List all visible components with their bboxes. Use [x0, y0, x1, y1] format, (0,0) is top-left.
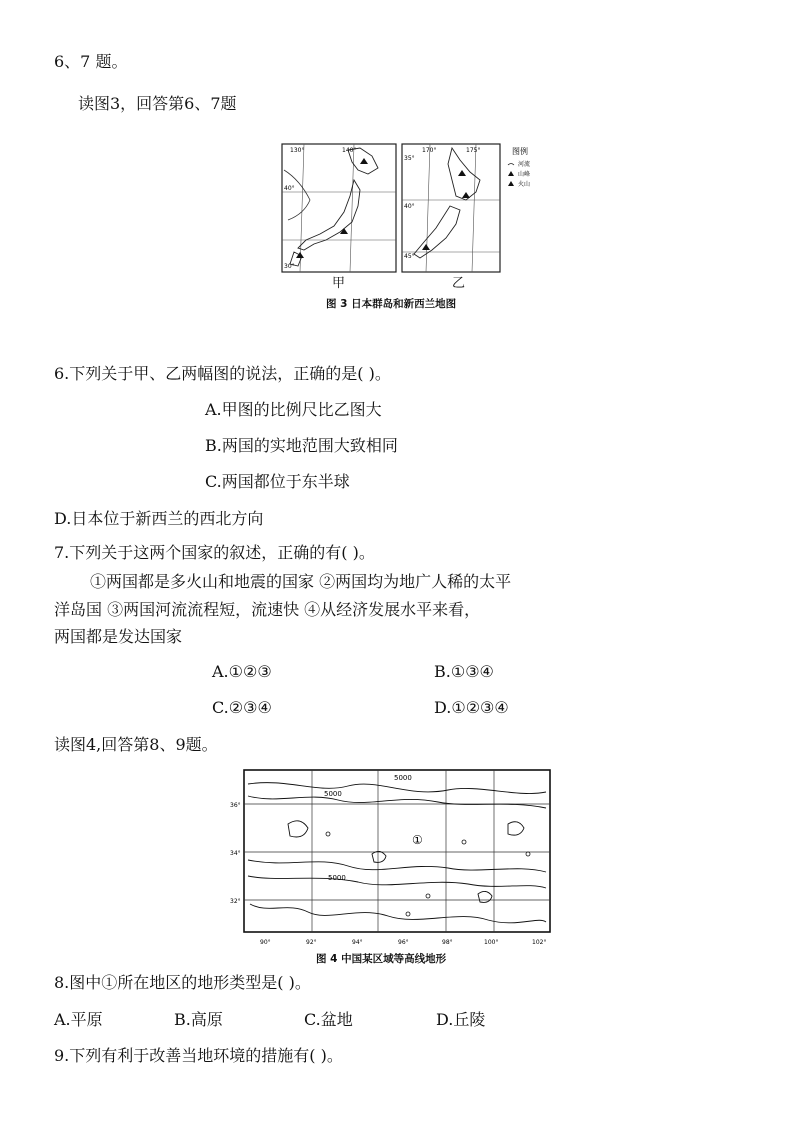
q7-option-a: A.①②③	[212, 662, 272, 681]
fig3-legend-title: 图例	[512, 147, 528, 156]
figure-4-contour-map	[228, 764, 558, 950]
q6-option-a: A.甲图的比例尺比乙图大	[205, 400, 382, 419]
q6-option-b: B.两国的实地范围大致相同	[205, 436, 398, 455]
section-heading: 6、7 题。	[54, 52, 128, 71]
fig3-intro: 读图3，回答第6、7题	[78, 94, 237, 113]
q7-body-line3: 两国都是发达国家	[54, 627, 183, 646]
peak-legend-icon	[508, 171, 514, 176]
fig3-left-tick-4: 30°	[284, 263, 295, 270]
q7-option-b: B.①③④	[434, 662, 494, 681]
fig3-right-tick-2: 175°	[466, 147, 481, 154]
q8-option-b: B.高原	[174, 1010, 223, 1029]
fig3-left-tick-3: 40°	[284, 185, 295, 192]
fig3-right-tick-5: 45°	[404, 253, 415, 260]
q7-body-line2: 洋岛国 ③两国河流流程短，流速快 ④从经济发展水平来看，	[54, 600, 481, 619]
fig3-legend-river: 河流	[518, 161, 531, 168]
q8-option-a: A.平原	[54, 1010, 103, 1029]
q7-stem: 7.下列关于这两个国家的叙述，正确的有( )。	[54, 543, 375, 562]
q7-option-d: D.①②③④	[434, 698, 509, 717]
q9-stem: 9.下列有利于改善当地环境的措施有( )。	[54, 1046, 343, 1065]
q6-stem: 6.下列关于甲、乙两幅图的说法，正确的是( )。	[54, 364, 391, 383]
fig3-right-tick-1: 170°	[422, 147, 437, 154]
fig4-lon-tick-7: 102°	[532, 939, 547, 946]
fig4-lat-tick-1: 36°	[230, 802, 241, 809]
fig4-contour-label-1: 5000	[394, 774, 412, 782]
fig3-label-left: 甲	[332, 276, 346, 291]
fig3-label-right: 乙	[452, 276, 466, 291]
q7-body-line1: ①两国都是多火山和地震的国家 ②两国均为地广人稀的太平	[90, 572, 512, 591]
fig4-marker: ①	[412, 833, 423, 847]
fig4-lon-tick-4: 96°	[398, 939, 409, 946]
fig3-legend-peak: 山峰	[518, 171, 531, 178]
fig3-left-tick-1: 130°	[290, 147, 305, 154]
fig4-lon-tick-5: 98°	[442, 939, 453, 946]
q8-stem: 8.图中①所在地区的地形类型是( )。	[54, 973, 311, 992]
fig4-lat-tick-3: 32°	[230, 898, 241, 905]
q6-option-c: C.两国都位于东半球	[205, 472, 350, 491]
fig4-contour-label-2: 5000	[324, 790, 342, 798]
q6-option-d: D.日本位于新西兰的西北方向	[54, 509, 264, 528]
fig4-lat-tick-2: 34°	[230, 850, 241, 857]
fig3-left-tick-2: 140°	[342, 147, 357, 154]
fig4-lon-tick-1: 90°	[260, 939, 271, 946]
figure-3-maps	[280, 140, 560, 295]
fig4-lon-tick-6: 100°	[484, 939, 499, 946]
fig4-lon-tick-2: 92°	[306, 939, 317, 946]
volcano-legend-icon	[508, 181, 514, 186]
river-legend-icon	[508, 164, 514, 166]
fig3-right-tick-4: 40°	[404, 203, 415, 210]
fig3-right-tick-3: 35°	[404, 155, 415, 162]
q8-option-d: D.丘陵	[436, 1010, 486, 1029]
fig3-caption: 图 3 日本群岛和新西兰地图	[326, 298, 457, 310]
q8-option-c: C.盆地	[304, 1010, 353, 1029]
q7-option-c: C.②③④	[212, 698, 272, 717]
fig3-legend-volcano: 火山	[518, 181, 531, 188]
fig4-caption: 图 4 中国某区域等高线地形	[316, 953, 447, 965]
fig4-contour-label-3: 5000	[328, 874, 346, 882]
fig4-intro: 读图4,回答第8、9题。	[54, 735, 218, 754]
fig4-lon-tick-3: 94°	[352, 939, 363, 946]
